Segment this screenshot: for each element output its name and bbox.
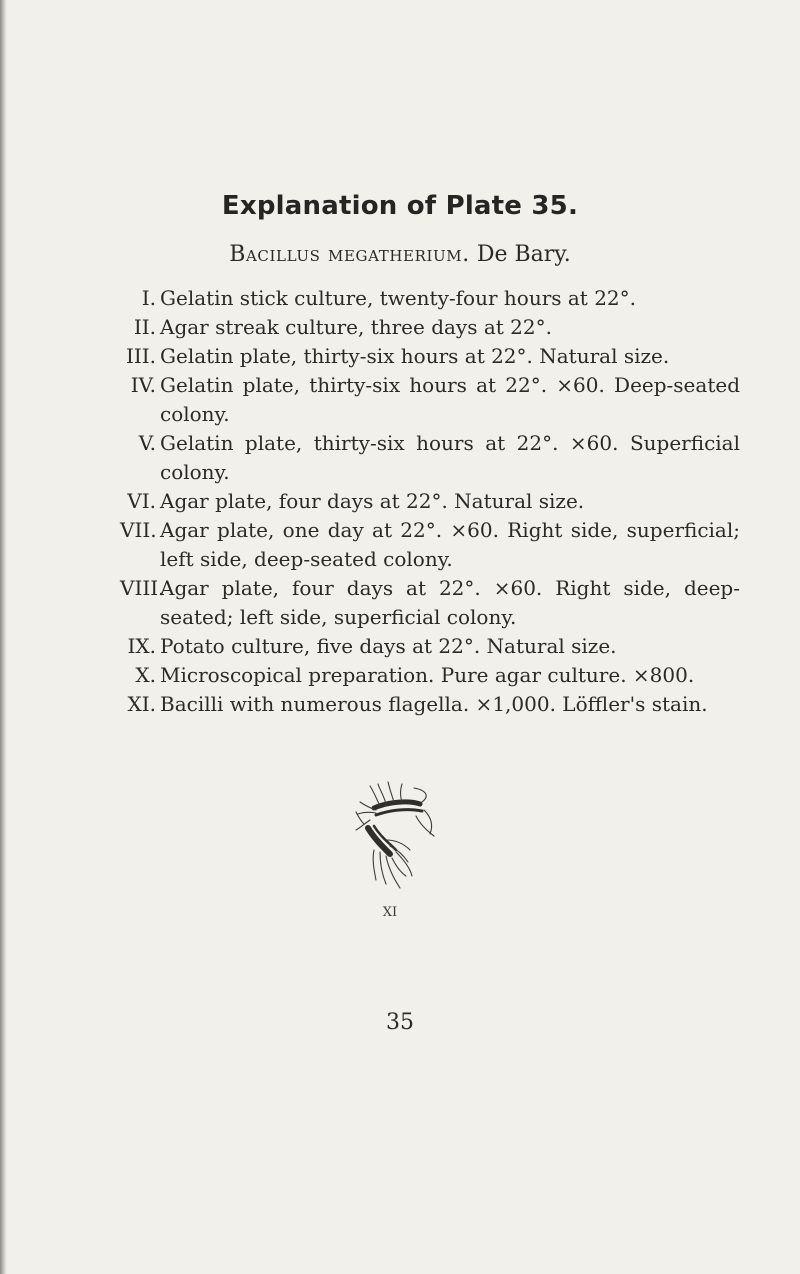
list-item xyxy=(120,284,740,313)
list-item xyxy=(120,632,740,661)
figure-label: XI xyxy=(382,905,398,920)
list-item xyxy=(120,574,740,632)
entry-text: Bacilli with numerous flagella. ×1,000. Löffler's stain. xyxy=(160,692,708,716)
entry-text: Agar plate, one day at 22°. ×60. Right side, superficial; left side, deep-seated colony. xyxy=(160,518,740,571)
entry-text: Gelatin plate, thirty-six hours at 22°. ×60. Superficial colony. xyxy=(160,431,740,484)
entry-text: Potato culture, five days at 22°. Natural size. xyxy=(160,634,617,658)
list-item xyxy=(120,342,740,371)
entry-numeral: VII. xyxy=(120,518,157,542)
plate-entries-list xyxy=(120,284,740,719)
entry-text: Gelatin plate, thirty-six hours at 22°. Natural size. xyxy=(160,344,670,368)
entry-numeral: I. xyxy=(141,286,156,310)
entry-numeral: VI. xyxy=(127,489,156,513)
entry-text: Microscopical preparation. Pure agar culture. ×800. xyxy=(160,663,695,687)
list-item xyxy=(120,429,740,487)
entry-numeral: IV. xyxy=(130,373,156,397)
entry-text: Gelatin stick culture, twenty-four hours at 22°. xyxy=(160,286,637,310)
entry-numeral: IX. xyxy=(127,634,156,658)
list-item xyxy=(120,313,740,342)
entry-text: Agar streak culture, three days at 22°. xyxy=(160,315,552,339)
list-item xyxy=(120,690,740,719)
page-title: Explanation of Plate 35. xyxy=(221,191,579,221)
entry-numeral: V. xyxy=(138,431,156,455)
page-number: 35 xyxy=(386,1010,414,1035)
entry-numeral: X. xyxy=(135,663,156,687)
entry-numeral: VIII. xyxy=(120,576,165,600)
list-item xyxy=(120,516,740,574)
entry-numeral: III. xyxy=(125,344,156,368)
flagellated-bacilli-sketch-icon xyxy=(330,780,450,900)
organism-name: Bacillus megatherium. xyxy=(229,242,470,267)
plate-subtitle xyxy=(0,242,800,267)
entry-text: Gelatin plate, thirty-six hours at 22°. ×60. Deep-seated colony. xyxy=(160,373,740,426)
list-item xyxy=(120,661,740,690)
author-name: De Bary. xyxy=(476,242,571,267)
list-item xyxy=(120,487,740,516)
entry-numeral: II. xyxy=(133,315,156,339)
entry-text: Agar plate, four days at 22°. Natural size. xyxy=(160,489,585,513)
entry-numeral: XI. xyxy=(127,692,156,716)
list-item xyxy=(120,371,740,429)
entry-text: Agar plate, four days at 22°. ×60. Right side, deep-seated; left side, superficial colony. xyxy=(160,576,740,629)
